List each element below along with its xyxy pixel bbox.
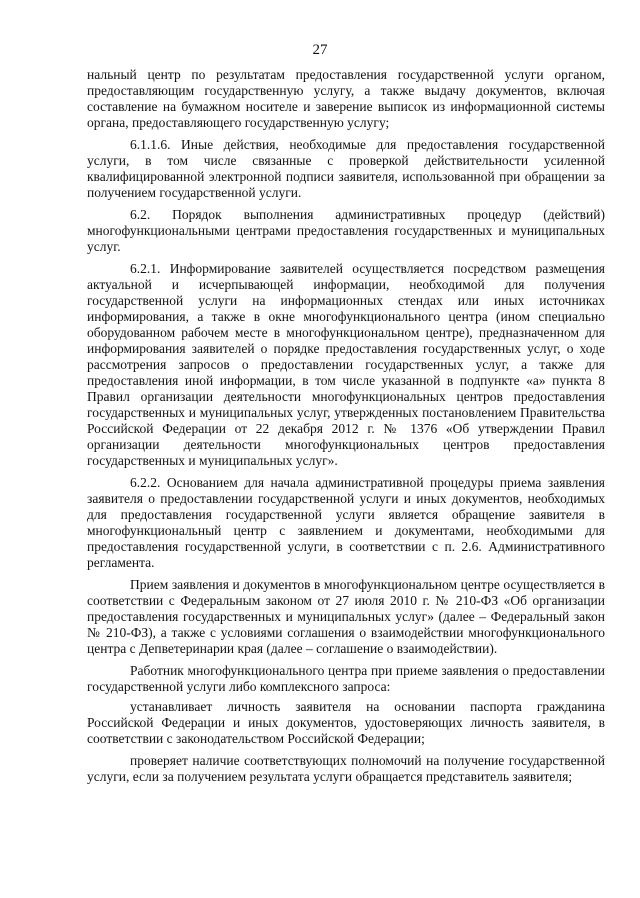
paragraph-identity-check: устанавливает личность заявителя на основании паспорта гражданина Российской Федерации и иных документов, удостоверяющих личность заявителя, в соответствии с законодательством Российской Федерации; bbox=[87, 699, 605, 746]
page-number: 27 bbox=[312, 42, 328, 58]
paragraph-worker-duties: Работник многофункционального центра при приеме заявления о предоставлении государственной услуги либо комплексного запроса: bbox=[87, 663, 605, 694]
paragraph-continuation: нальный центр по результатам предоставления государственной услуги органом, предоставляющим государственную услугу, а также выдачу документов, включая составление на бумажном носителе и заверение выписок из информационной системы органа, предоставляющего государственную услугу; bbox=[87, 67, 605, 130]
paragraph-6-2-2: 6.2.2. Основанием для начала административной процедуры приема заявления заявителя о предоставлении государственной услуги и иных документов, необходимых для предоставления государственной услуги является обращение заявителя в многофункциональный центр с заявлением и документами, необходимыми для предоставления государственной услуги, в соответствии с п. 2.6. Административного регламента. bbox=[87, 475, 605, 570]
paragraph-reception-of-application: Прием заявления и документов в многофункциональном центре осуществляется в соответствии с Федеральным законом от 27 июля 2010 г. № 210-ФЗ «Об организации предоставления государственных и муниципальных услуг» (далее – Федеральный закон № 210-ФЗ), а также с условиями соглашения о взаимодействии многофункционального центра с Депветеринарии края (далее – соглашение о взаимодействии). bbox=[87, 577, 605, 656]
paragraph-6-2-1: 6.2.1. Информирование заявителей осуществляется посредством размещения актуальной и исчерпывающей информации, необходимой для получения государственной услуги на информационных стендах или иных источниках информирования, а также в окне многофункционального центра (ином специально оборудованном рабочем месте в многофункциональном центре), предназначенном для информирования заявителей о порядке предоставления государственных услуг, о ходе рассмотрения запросов о предоставлении государственных услуг, а также для предоставления иной информации, в том числе указанной в подпункте «а» пункта 8 Правил организации деятельности многофункциональных центров предоставления государственных и муниципальных услуг, утвержденных постановлением Правительства Российской Федерации от 22 декабря 2012 г. № 1376 «Об утверждении Правил организации деятельности многофункциональных центров предоставления государственных и муниципальных услуг». bbox=[87, 261, 605, 468]
body-text bbox=[87, 67, 605, 785]
paragraph-authority-check: проверяет наличие соответствующих полномочий на получение государственной услуги, если за получением результата услуги обращается представитель заявителя; bbox=[87, 753, 605, 784]
paragraph-6-1-1-6: 6.1.1.6. Иные действия, необходимые для предоставления государственной услуги, в том числе связанные с проверкой действительности усиленной квалифицированной электронной подписи заявителя, использованной при обращении за получением государственной услуги. bbox=[87, 137, 605, 200]
paragraph-6-2: 6.2. Порядок выполнения административных процедур (действий) многофункциональными центрами предоставления государственных и муниципальных услуг. bbox=[87, 207, 605, 254]
